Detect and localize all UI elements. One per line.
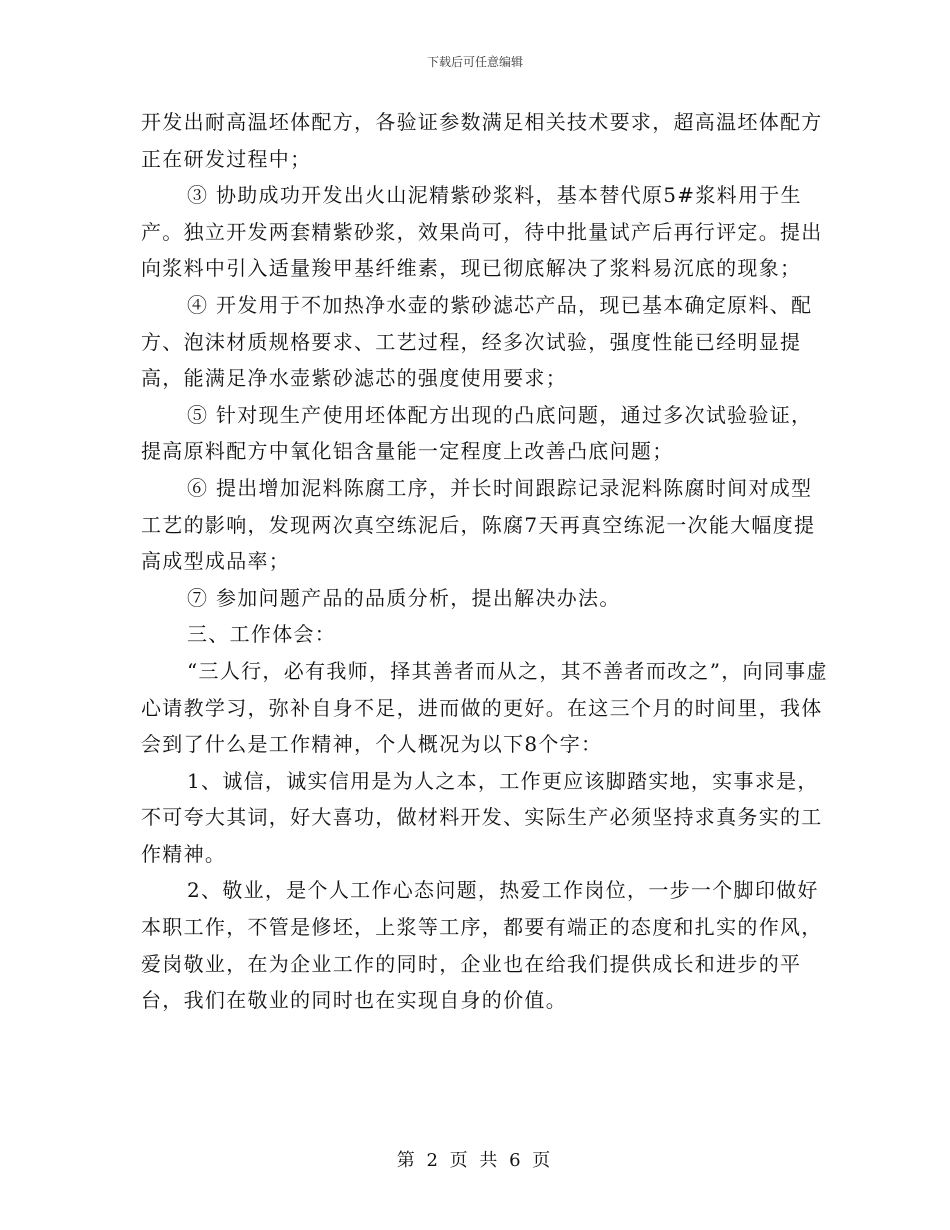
paragraph-1: 开发出耐高温坯体配方，各验证参数满足相关技术要求，超高温坯体配方正在研发过程中； — [141, 110, 823, 171]
paragraph-8: “三人行，必有我师，择其善者而从之，其不善者而改之”，向同事虚心请教学习，弥补自身不足，进而做的更好。在这三个月的时间里，我体会到了什么是工作精神，个人概况为以下8个字： — [141, 658, 828, 757]
page-header: 下载后可任意编辑 — [426, 55, 523, 69]
paragraph-3: ④ 开发用于不加热净水壶的紫砂滤芯产品，现已基本确定原料、配方、泡沫材质规格要求、工艺过程，经多次试验，强度性能已经明显提高，能满足净水壶紫砂滤芯的强度使用要求； — [141, 292, 813, 391]
paragraph-4: ⑤ 针对现生产使用坯体配方出现的凸底问题，通过多次试验验证，提高原料配方中氧化铝含量能一定程度上改善凸底问题； — [141, 402, 813, 464]
paragraph-5: ⑥ 提出增加泥料陈腐工序，并长时间跟踪记录泥料陈腐时间对成型工艺的影响，发现两次真空练泥后，陈腐7天再真空练泥一次能大幅度提高成型成品率； — [141, 475, 816, 574]
document-body — [141, 104, 831, 1019]
paragraph-6: ⑦ 参加问题产品的品质分析，提出解决办法。 — [187, 585, 621, 610]
section-heading: 三、工作体会： — [187, 622, 337, 647]
paragraph-9: 1、诚信，诚实信用是为人之本，工作更应该脚踏实地，实事求是，不可夸大其词，好大喜功，做材料开发、实际生产必须坚持求真务实的工作精神。 — [141, 768, 823, 866]
paragraph-2: ③ 协助成功开发出火山泥精紫砂浆料，基本替代原5#浆料用于生产。独立开发两套精紫砂浆，效果尚可，待中批量试产后再行评定。提出向浆料中引入适量羧甲基纤维素，现已彻底解决了浆料易沉底的现象； — [141, 183, 823, 281]
page-number: 第 2 页 共 6 页 — [396, 1150, 554, 1171]
paragraph-10: 2、敬业，是个人工作心态问题，热爱工作岗位，一步一个脚印做好本职工作，不管是修坯，上浆等工序，都要有端正的态度和扎实的作风，爱岗敬业，在为企业工作的同时，企业也在给我们提供成长和进步的平台，我们在敬业的同时也在实现自身的价值。 — [141, 878, 823, 1013]
